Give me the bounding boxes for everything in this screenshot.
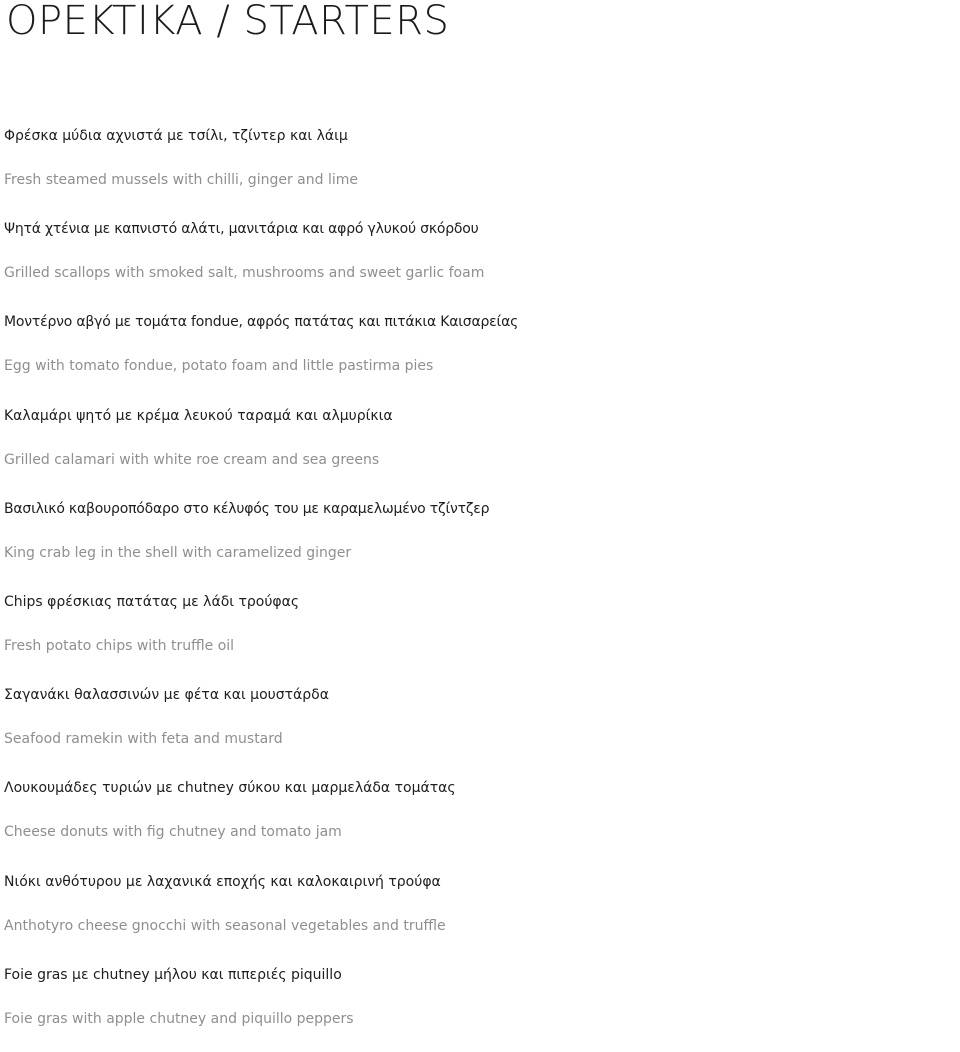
menu-item: [4, 213, 956, 306]
menu-item: [4, 493, 956, 586]
dish-name-english: Foie gras with apple chutney and piquillo peppers: [4, 1010, 354, 1027]
dish-name-greek: Foie gras με chutney μήλου και πιπεριές piquillo: [4, 966, 342, 983]
dish-name-english: Anthotyro cheese gnocchi with seasonal vegetables and truffle: [4, 917, 446, 934]
dish-name-greek: Σαγανάκι θαλασσινών με φέτα και μουστάρδα: [4, 687, 329, 704]
menu-item: [4, 586, 956, 679]
menu-item: [4, 866, 956, 959]
menu-item: [4, 959, 956, 1052]
dish-name-greek: Βασιλικό καβουροπόδαρο στο κέλυφός του με καραμελωμένο τζίντζερ: [4, 500, 490, 517]
menu-item: [4, 400, 956, 493]
dish-name-english: King crab leg in the shell with caramelized ginger: [4, 544, 352, 561]
dish-name-greek: Μοντέρνο αβγό με τομάτα fondue, αφρός πατάτας και πιτάκια Καισαρείας: [4, 314, 519, 331]
menu-list: [4, 120, 956, 1052]
dish-name-greek: Φρέσκα μύδια αχνιστά με τσίλι, τζίντερ και λάιμ: [4, 128, 348, 144]
menu-item: [4, 679, 956, 772]
dish-name-greek: Λουκουμάδες τυριών με chutney σύκου και μαρμελάδα τομάτας: [4, 780, 456, 797]
dish-name-english: Grilled scallops with smoked salt, mushrooms and sweet garlic foam: [4, 265, 485, 282]
page-title: OPEKTIKA / STARTERS: [6, 0, 450, 44]
menu-item: [4, 772, 956, 865]
dish-name-greek: Ψητά χτένια με καπνιστό αλάτι, μανιτάρια και αφρό γλυκού σκόρδου: [4, 221, 479, 238]
dish-name-english: Fresh potato chips with truffle oil: [4, 637, 235, 654]
dish-name-greek: Νιόκι ανθότυρου με λαχανικά εποχής και καλοκαιρινή τρούφα: [4, 873, 441, 890]
dish-name-english: Cheese donuts with fig chutney and tomato jam: [4, 824, 342, 841]
dish-name-greek: Καλαμάρι ψητό με κρέμα λευκού ταραμά και αλμυρίκια: [4, 407, 393, 424]
dish-name-english: Fresh steamed mussels with chilli, ginger and lime: [4, 172, 358, 188]
menu-item: [4, 306, 956, 399]
menu-item: [4, 120, 956, 213]
dish-name-greek: Chips φρέσκιας πατάτας με λάδι τρούφας: [4, 593, 300, 610]
dish-name-english: Egg with tomato fondue, potato foam and little pastirma pies: [4, 358, 434, 375]
dish-name-english: Grilled calamari with white roe cream and sea greens: [4, 451, 380, 468]
dish-name-english: Seafood ramekin with feta and mustard: [4, 731, 283, 748]
